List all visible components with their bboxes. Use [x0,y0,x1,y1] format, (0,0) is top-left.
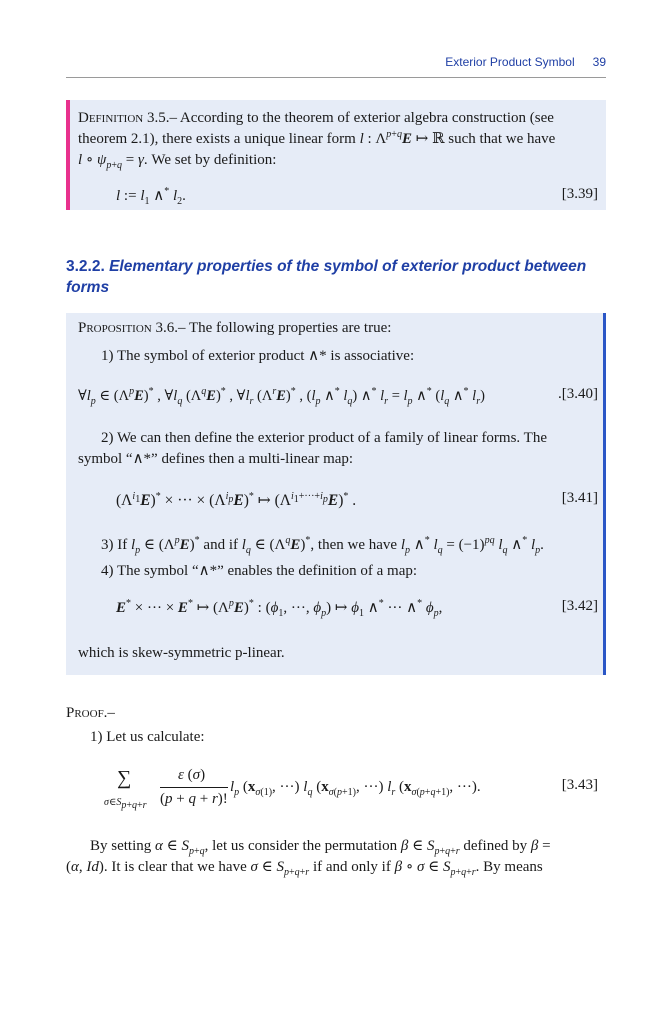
proposition-label: Proposition 3.6.– [78,320,186,336]
equation-number-3-40: .[3.40] [558,386,598,402]
definition-line-3: l ∘ $\psi_{p+q} = \gamma$. We set by definition: [78,152,277,171]
equation-number-3-39: [3.39] [561,186,598,202]
page-number: 39 [592,55,606,69]
section-title-line-2: forms [66,279,110,296]
proposition-item-1: 1) The symbol of exterior product ∧* is associative: [101,348,415,364]
proposition-line-1: Proposition 3.6.– The following properties are true: [78,320,392,336]
running-header [445,55,606,69]
running-title: Exterior Product Symbol [445,55,575,69]
equation-3-42: E* × ··· × E* ↦ $(\Lambda^pE)^*$ : ($\phi_1$, ···, $\phi_p$) ↦ $\phi_1$ ∧* ··· ∧* $\phi_p$, [116,598,443,619]
section-heading [66,256,606,298]
equation-3-40: $\forall l_p$ ∈ $(\Lambda^pE)^*$ , $\forall l_q$ $(\Lambda^qE)^*$ , $\forall l_r$ $(\Lambda^rE)^*$ , ($l_p$ ∧* $l_q$) ∧* $l_r = l_p$ ∧* ($l_q$ ∧* $l_r$) [78,386,485,407]
equation-number-3-43: [3.43] [561,777,598,793]
definition-label: Definition 3.5.– [78,110,177,126]
equation-number-3-41: [3.41] [561,490,598,506]
definition-line-1: Definition 3.5.– According to the theorem of exterior algebra construction (see [78,110,554,126]
definition-line-2: theorem 2.1), there exists a unique linear form l : $\Lambda^{p+q}E$ ↦ ℝ such that we have [78,129,556,147]
proof-paragraph-line-1: By setting α ∈ $S_{p+q}$, let us consider the permutation β ∈ $S_{p+q+r}$ defined by β = [90,838,551,857]
proposition-item-2-line-2: symbol “∧*” defines then a multi-linear map: [78,451,354,467]
proposition-item-3: 3) If $l_p$ ∈ $(\Lambda^pE)^*$ and if $l_q$ ∈ $(\Lambda^qE)^*$, then we have $l_p$ ∧* $l_q = (-1)^{pq}$ $l_q$ ∧* $l_p$. [101,535,544,556]
proof-item-1: 1) Let us calculate: [90,729,205,745]
section-number: 3.2.2. [66,258,105,275]
header-rule [66,77,606,78]
proposition-item-2-line-1: 2) We can then define the exterior product of a family of linear forms. The [101,430,547,446]
proof-paragraph-line-2: (α, Id). It is clear that we have σ ∈ $S_{p+q+r}$ if and only if β ∘ σ ∈ $S_{p+q+r}$. By means [66,859,543,878]
proposition-item-4: 4) The symbol “∧*” enables the definition of a map: [101,563,418,579]
equation-3-41: $(\Lambda^{i_1}E)^*$ × ··· × $(\Lambda^{i_p}E)^*$ ↦ $(\Lambda^{i_1+\cdot\cdot\cdot+i_p}E)^*$ . [116,490,357,509]
equation-number-3-42: [3.42] [561,598,598,614]
section-title-line-1: Elementary properties of the symbol of exterior product between [109,258,587,275]
proposition-closing: which is skew-symmetric p-linear. [78,645,285,661]
proof-label: Proof.– [66,705,115,721]
equation-3-39: l := $l_1$ ∧* $l_2$. [116,186,186,207]
